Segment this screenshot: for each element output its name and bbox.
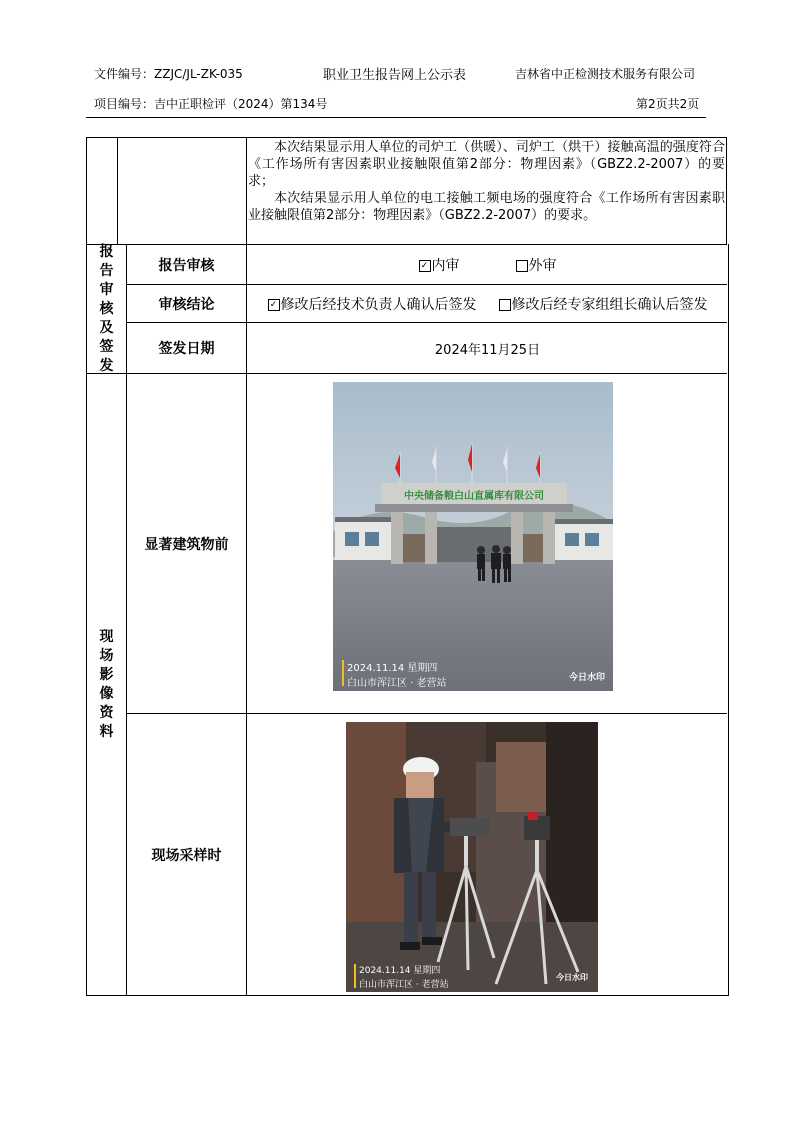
document-title: 职业卫生报告网上公示表 [323,68,467,83]
section-label-char: 场 [99,647,114,664]
section-label-char: 像 [99,685,114,702]
file-number: 文件编号：ZZJC/JL-ZK-035 [94,67,243,81]
result-paragraph-electric: 本次结果显示用人单位的电工接触工频电场的强度符合《工作场所有害因素职业接触限值第2部分：物理因素》（GBZ2.2-2007）的要求。 [248,191,725,223]
page-indicator: 第2页共2页 [636,97,700,111]
section-label-char: 料 [99,723,114,740]
building-front-photo [333,382,613,691]
gate-sign-text: 中央储备粮白山直属库有限公司 [404,491,544,502]
issue-date-label: 签发日期 [158,341,215,357]
watermark-date: 2024.11.14 星期四 [347,663,438,674]
watermark-brand: 今日水印 [569,673,606,683]
expert-lead-option-label: 修改后经专家组组长确认后签发 [511,296,708,313]
expert-lead-checkbox[interactable] [499,299,511,311]
photo1-label: 显著建筑物前 [144,536,229,553]
results-text [248,139,725,224]
sampling-photo [346,722,598,992]
company-name: 吉林省中正检测技术服务有限公司 [515,67,696,81]
watermark-brand: 今日水印 [556,973,588,982]
review-conclusion-options [247,285,728,322]
review-conclusion-label: 审核结论 [158,296,215,313]
section-label-char: 现 [99,628,114,645]
external-review-checkbox[interactable] [516,260,528,272]
report-review-label: 报告审核 [158,257,215,274]
section-label-char: 签 [99,338,114,355]
section-label-char: 审 [99,281,114,298]
internal-review-checkbox[interactable]: ✓ [419,260,431,272]
photos-section-label [87,374,126,995]
issue-date-value: 2024年11月25日 [434,342,541,358]
section-label-char: 核 [99,300,114,317]
review-type-options [247,245,728,284]
result-paragraph-heat: 本次结果显示用人单位的司炉工（供暖）、司炉工（烘干）接触高温的强度符合《工作场所有害因素职业接触限值第2部分：物理因素》（GBZ2.2-2007）的要求； [248,140,725,189]
internal-review-label: 内审 [431,257,460,274]
project-number: 项目编号：吉中正职检评（2024）第134号 [94,97,328,111]
section-label-char: 及 [99,319,114,336]
section-label-char: 报 [99,243,114,260]
watermark-date: 2024.11.14 星期四 [359,966,441,976]
photo2-label: 现场采样时 [151,847,222,864]
section-label-char: 资 [99,704,114,721]
header-divider [86,117,706,118]
tech-lead-checkbox[interactable]: ✓ [268,299,280,311]
review-section-label [87,245,126,373]
watermark-bar [354,964,356,988]
watermark-location: 白山市浑江区 · 老营站 [359,980,449,990]
tech-lead-option-label: 修改后经技术负责人确认后签发 [280,296,477,313]
watermark-bar [342,660,344,686]
section-label-char: 影 [99,666,114,683]
section-label-char: 发 [99,357,114,374]
external-review-label: 外审 [528,257,557,274]
section-label-char: 告 [99,262,114,279]
watermark-location: 白山市浑江区 · 老营站 [347,678,447,689]
